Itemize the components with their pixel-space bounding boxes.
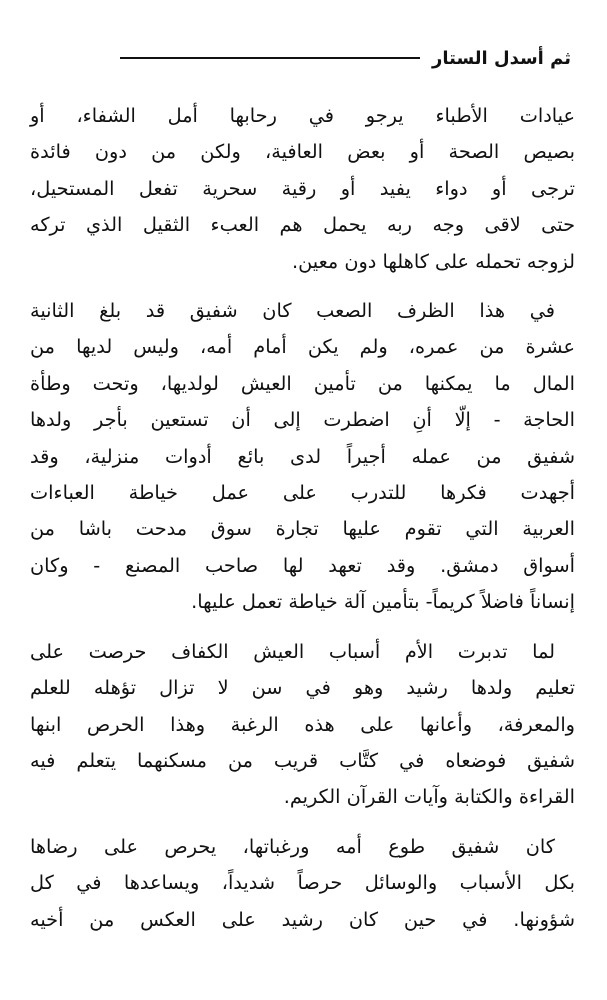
running-header — [120, 38, 571, 78]
body-text — [30, 98, 575, 951]
text-line: عيادات الأطباء يرجو في رحابها أمل الشفاء، أو — [30, 104, 575, 127]
text-line: شفيق من عمله أجيراً لدى بائع أدوات منزلية، وقد — [30, 444, 575, 468]
text-line: العربية التي تقوم عليها تجارة سوق مدحت باشا من — [30, 517, 575, 541]
text-line: إنساناً فاضلاً كريماً- بتأمين آلة خياطة تعمل عليها. — [191, 590, 575, 614]
header-rule — [120, 57, 420, 59]
text-line: أجهدت فكرها للتدرب على عمل خياطة العباءات — [30, 481, 575, 505]
text-line: القراءة والكتابة وآيات القرآن الكريم. — [283, 785, 575, 809]
chapter-title: ثم أسدل الستار — [431, 47, 571, 69]
text-line: بصيص الصحة أو بعض العافية، ولكن من دون فائدة — [30, 140, 575, 164]
text-line: تعليم ولدها رشيد وهو في سن لا تزال تؤهله للعلم — [30, 676, 575, 700]
text-line: المال ما يمكنها من تأمين العيش لولديها، وتحت وطأة — [30, 371, 575, 395]
paragraph-1 — [30, 98, 575, 280]
text-line: شؤونها. في حين كان رشيد على العكس من أخيه — [30, 907, 575, 931]
text-line: لما تدبرت الأم أسباب العيش الكفاف حرصت على — [30, 639, 555, 663]
paragraph-4 — [30, 829, 575, 938]
text-line: في هذا الظرف الصعب كان شفيق قد بلغ الثانية — [30, 299, 555, 323]
text-line: حتى لاقى وجه ربه يحمل هم العبء الثقيل الذي تركه — [30, 213, 575, 237]
text-line: شفيق فوضعاه في كتَّاب قريب من مسكنهما يتعلم فيه — [30, 748, 575, 772]
text-line: لزوجه تحمله على كاهلها دون معين. — [291, 249, 575, 273]
paragraph-2 — [30, 293, 575, 621]
text-line: أسواق دمشق. وقد تعهد لها صاحب المصنع - وكان — [30, 553, 575, 577]
text-line: عشرة من عمره، ولم يكن أمام أمه، وليس لديها من — [30, 335, 575, 359]
text-line: بكل الأسباب والوسائل حرصاً شديداً، ويساعدها في كل — [30, 871, 575, 895]
text-line: ترجى أو دواء يفيد أو رقية سحرية تفعل المستحيل، — [30, 176, 575, 200]
text-line: الحاجة - إلّا أنِ اضطرت إلى أن تستعين بأجر ولدها — [30, 408, 575, 432]
text-line: والمعرفة، وأعانها على هذه الرغبة وهذا الحرص ابنها — [30, 712, 575, 736]
paragraph-3 — [30, 634, 575, 816]
text-line: كان شفيق طوع أمه ورغباتها، يحرص على رضاها — [30, 834, 555, 858]
